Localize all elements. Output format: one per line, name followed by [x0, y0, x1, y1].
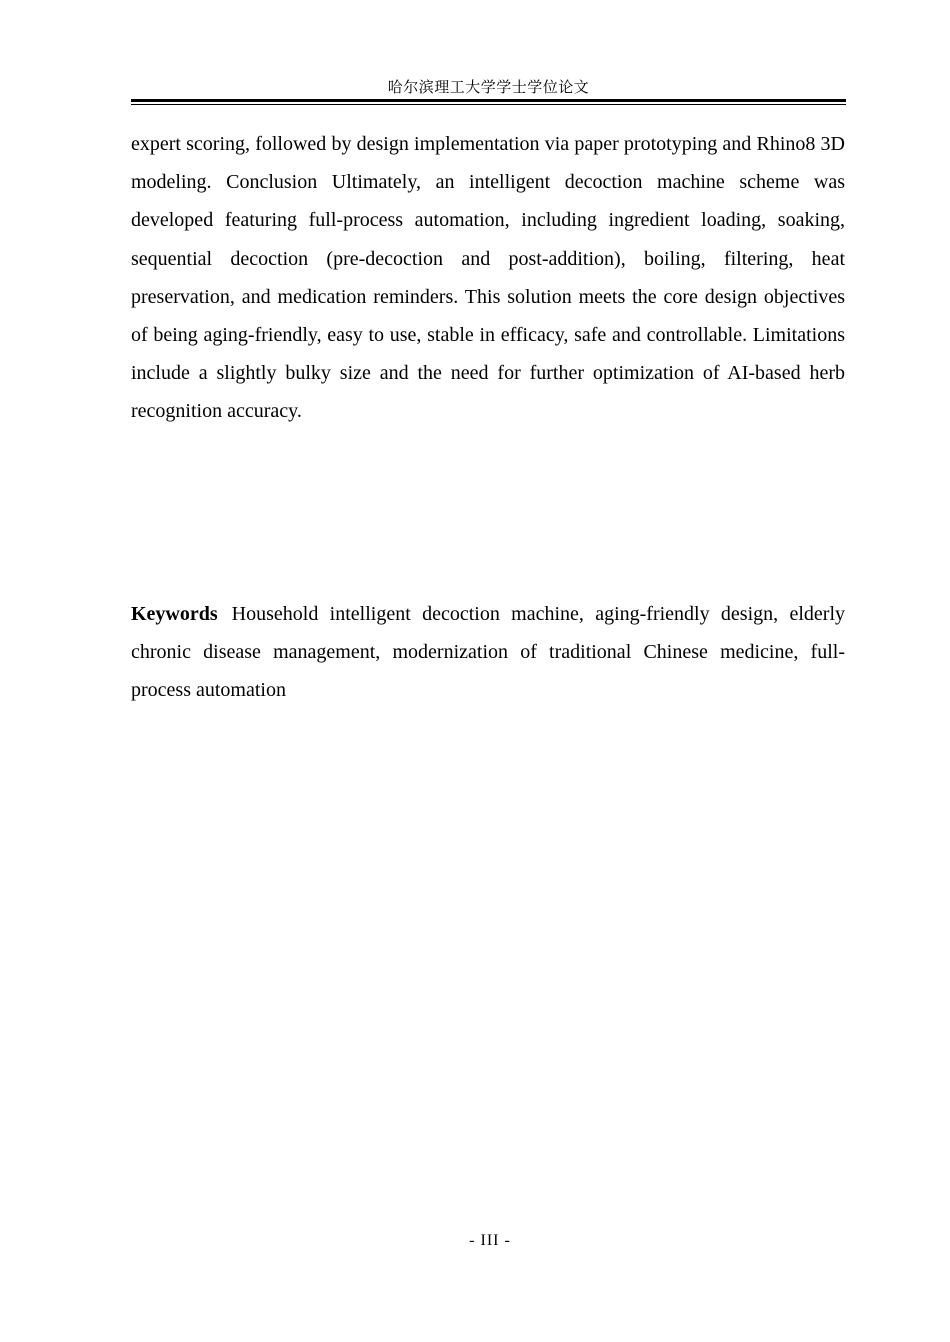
running-header: 哈尔滨理工大学学士学位论文: [387, 80, 590, 96]
keywords-text: Household intelligent decoction machine, aging-friendly design, elderly chronic disease management, modernization of traditional Chinese medicine, full-process automation: [131, 603, 845, 702]
header-rule-thick: [131, 99, 846, 102]
header-rule-thin: [131, 104, 846, 105]
keywords-label: Keywords: [131, 603, 218, 625]
keywords-paragraph: [131, 595, 845, 710]
abstract-paragraph: expert scoring, followed by design implementation via paper prototyping and Rhino8 3D modeling. Conclusion Ultimately, an intelligent decoction machine scheme was developed featuring full-process automation, including ingredient loading, soaking, sequential decoction (pre-decoction and post-addition), boiling, filtering, heat preservation, and medication reminders. This solution meets the core design objectives of being aging-friendly, easy to use, stable in efficacy, safe and controllable. Limitations include a slightly bulky size and the need for further optimization of AI-based herb recognition accuracy.: [131, 133, 845, 423]
page-number: - III -: [469, 1232, 511, 1249]
